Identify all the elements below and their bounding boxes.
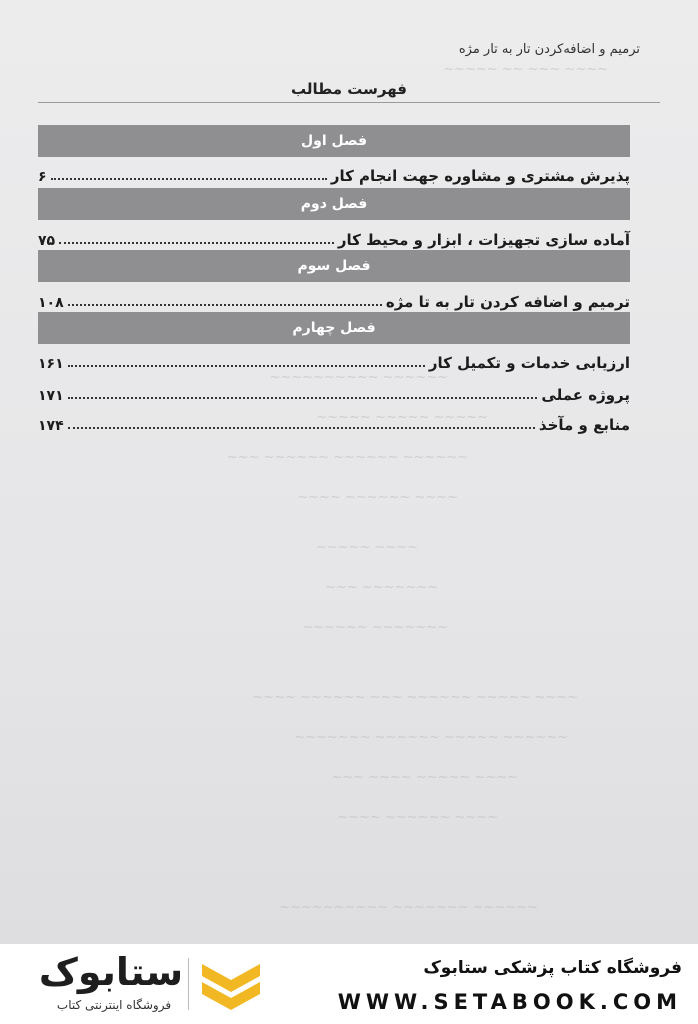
bleed-through-text: ~~~~~~ ~~~~~~~ ~~~~~~~~~~ [279, 900, 538, 915]
toc-entry[interactable] [38, 283, 630, 311]
chapter-header: فصل سوم [38, 250, 630, 282]
store-name: فروشگاه کتاب پزشکی ستابوک [423, 958, 682, 978]
dot-leader [68, 427, 535, 429]
toc-entry[interactable] [38, 157, 630, 185]
toc-entry-page: ۶ [38, 169, 47, 185]
dot-leader [68, 365, 425, 367]
bleed-through-text: ~~~~ ~~~~~~ ~~~~ [337, 810, 498, 825]
store-logo-wordmark: ستابوک [38, 950, 184, 994]
toc-entry-title: ارزیابی خدمات و تکمیل کار [428, 354, 630, 372]
chapter-header: فصل دوم [38, 188, 630, 220]
store-logo-subtitle: فروشگاه اینترنتی کتاب [56, 998, 172, 1012]
dot-leader [68, 397, 538, 399]
toc-entry-page: ۷۵ [38, 233, 56, 249]
toc-entry-title: پذیرش مشتری و مشاوره جهت انجام کار [330, 167, 630, 185]
toc-entry[interactable] [38, 221, 630, 249]
bleed-through-text: ~~~~~~ ~~~~~~ ~~~~~~ ~~~ [226, 450, 468, 465]
bleed-through-text: ~~~~ ~~~ ~~ ~~~~~ [443, 62, 608, 77]
bleed-through-text: ~~~~ ~~~~~ ~~~~ ~~~ [331, 770, 518, 785]
store-url[interactable]: WWW.SETABOOK.COM [337, 990, 682, 1014]
bleed-through-text: ~~~~~~ ~~~~~~~~~~ [269, 370, 448, 385]
store-footer-banner [0, 944, 698, 1024]
toc-entry[interactable] [38, 376, 630, 404]
toc-entry-page: ۱۰۸ [38, 295, 64, 311]
dot-leader [68, 304, 382, 306]
toc-entry-title: پروژه عملی [541, 386, 630, 404]
toc-entry[interactable] [38, 406, 630, 434]
divider [188, 958, 189, 1010]
toc-entry-page: ۱۷۴ [38, 418, 64, 434]
bleed-through-text: ~~~~~ ~~~~~ ~~~~~ [316, 410, 488, 425]
bleed-through-text: ~~~~ ~~~~~ [315, 540, 418, 555]
dot-leader [51, 178, 327, 180]
toc-title: فهرست مطالب [291, 80, 407, 98]
bleed-through-text: ~~~~ ~~~~~ ~~~~~~ ~~~ ~~~~~~ ~~~~ [252, 690, 578, 705]
toc-entry-title: آماده سازی تجهیزات ، ابزار و محیط کار [337, 231, 630, 249]
toc-entry-title: ترمیم و اضافه کردن تار به تا مژه [385, 293, 630, 311]
toc-entry-title: منابع و مآخذ [538, 416, 630, 434]
store-logo-icon [198, 956, 264, 1012]
chapter-header: فصل چهارم [38, 312, 630, 344]
bleed-through-text: ~~~~ ~~~~~~ ~~~~ [297, 490, 458, 505]
running-header: ترمیم و اضافه‌کردن تار به تار مژه [458, 42, 640, 57]
toc-entry-page: ۱۶۱ [38, 356, 64, 372]
bleed-through-text: ~~~~~~~ ~~~~~~ [302, 620, 448, 635]
divider [38, 102, 660, 103]
dot-leader [59, 242, 334, 244]
toc-entry-page: ۱۷۱ [38, 388, 64, 404]
bleed-through-text: ~~~~~~ ~~~~~ ~~~~~~ ~~~~~~~ [294, 730, 568, 745]
chapter-header: فصل اول [38, 125, 630, 157]
toc-entry[interactable] [38, 344, 630, 372]
bleed-through-text: ~~~~~~~ ~~~ [324, 580, 438, 595]
